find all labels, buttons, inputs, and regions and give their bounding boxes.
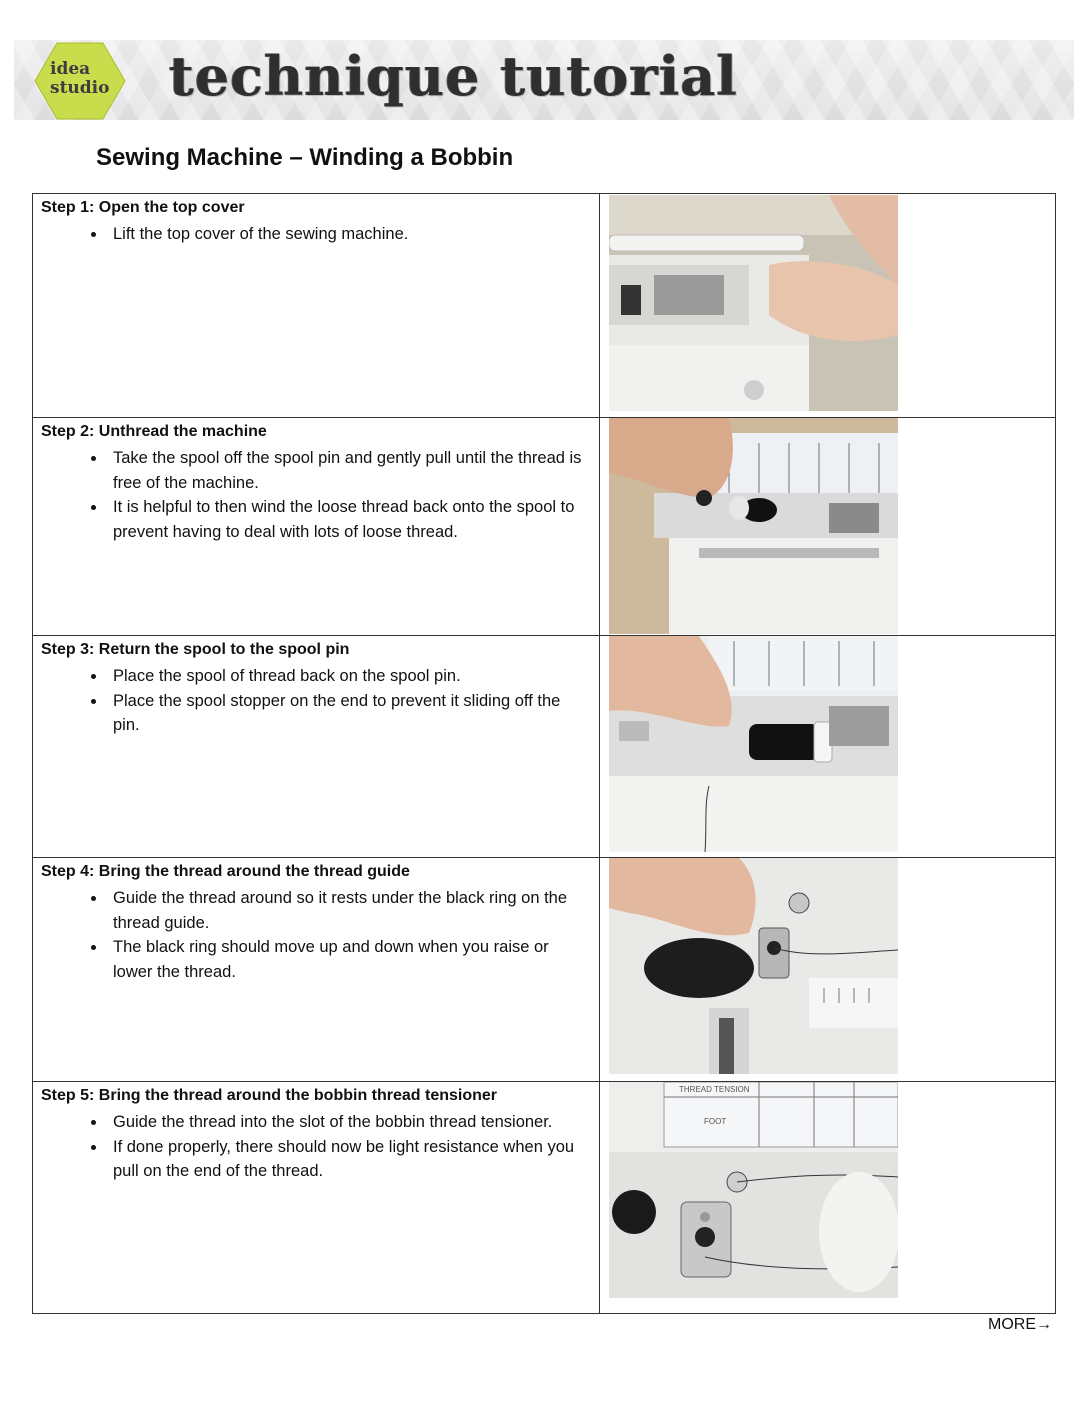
step-row-5 [33, 1081, 1055, 1313]
step-photo-tensioner [609, 1082, 898, 1298]
document-title: Sewing Machine – Winding a Bobbin [96, 144, 514, 171]
step-bullet: • Guide the thread into the slot of the bobbin thread tensioner. [107, 1110, 591, 1135]
step-photo-unthread [609, 418, 898, 634]
step-bullet: • It is helpful to then wind the loose thread back onto the spool to prevent having to deal with lots of loose thread. [107, 495, 591, 544]
step-bullet: • The black ring should move up and down when you raise or lower the thread. [107, 935, 591, 984]
step-text-cell [33, 418, 600, 635]
logo-line1: idea [50, 59, 91, 79]
more-link[interactable]: MORE→ [988, 1316, 1052, 1333]
step-row-3 [33, 635, 1055, 857]
step-row-2 [33, 417, 1055, 635]
steps-table [32, 193, 1056, 1314]
step-heading: Step 4: Bring the thread around the thread guide [41, 863, 410, 880]
logo-text [50, 60, 110, 98]
logo-line2: studio [50, 78, 110, 98]
step-bullet: • Guide the thread around so it rests under the black ring on the thread guide. [107, 886, 591, 935]
step-bullets [41, 1110, 591, 1184]
step-photo-open-cover [609, 195, 898, 411]
foot-label: FOOT [704, 1117, 727, 1126]
step-bullets [41, 886, 591, 984]
step-text-cell [33, 858, 600, 1081]
banner-title: technique tutorial [169, 44, 739, 108]
step-heading: Step 3: Return the spool to the spool pin [41, 641, 350, 658]
step-bullet: • Place the spool of thread back on the spool pin. [107, 664, 591, 689]
step-bullet: • Place the spool stopper on the end to prevent it sliding off the pin. [107, 689, 591, 738]
step-photo-thread-guide [609, 858, 898, 1074]
step-row-1 [33, 194, 1055, 417]
step-bullets [41, 664, 591, 738]
step-heading: Step 5: Bring the thread around the bobbin thread tensioner [41, 1087, 498, 1104]
step-text-cell [33, 194, 600, 417]
thread-tension-label: THREAD TENSION [679, 1085, 750, 1094]
step-bullet: • If done properly, there should now be light resistance when you pull on the end of the thread. [107, 1135, 591, 1184]
step-text-cell [33, 1082, 600, 1313]
header-banner [14, 40, 1074, 120]
step-row-4 [33, 857, 1055, 1081]
step-photo-spool-pin [609, 636, 898, 852]
step-bullet: • Take the spool off the spool pin and gently pull until the thread is free of the machine. [107, 446, 591, 495]
step-bullets [41, 222, 591, 247]
step-bullets [41, 446, 591, 544]
step-heading: Step 1: Open the top cover [41, 199, 245, 216]
step-heading: Step 2: Unthread the machine [41, 423, 267, 440]
step-text-cell [33, 636, 600, 857]
step-bullet: • Lift the top cover of the sewing machine. [107, 222, 591, 247]
